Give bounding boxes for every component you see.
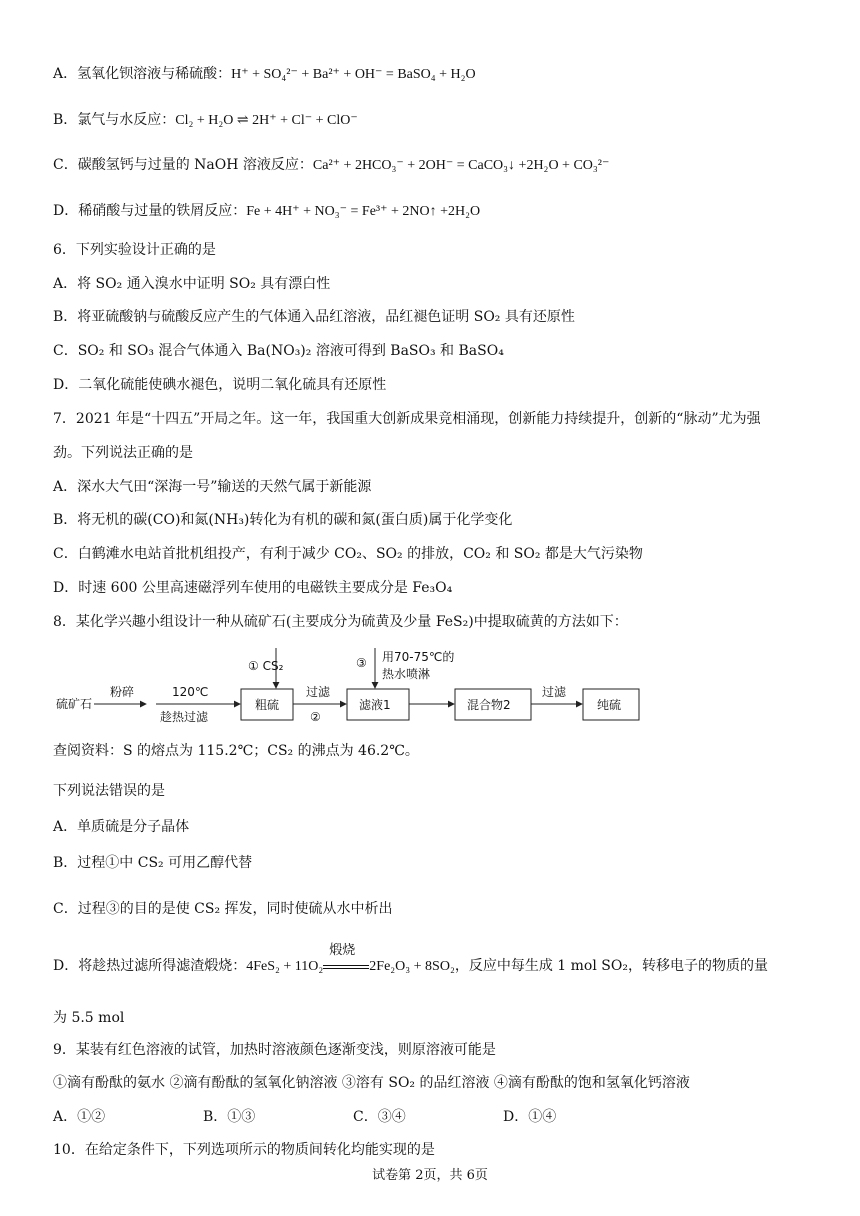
q8-option-b: B．过程①中 CS₂ 可用乙醇代替 xyxy=(53,855,253,871)
q8-option-c: C．过程③的目的是使 CS₂ 挥发，同时使硫从水中析出 xyxy=(53,901,393,917)
page-footer: 试卷第 2页，共 6页 xyxy=(372,1168,488,1183)
q7-option-a: A．深水大气田“深海一号”输送的天然气属于新能源 xyxy=(53,479,372,495)
q8-option-a: A．单质硫是分子晶体 xyxy=(53,819,190,835)
q5-option-b-label: B．氯气与水反应： xyxy=(53,112,176,128)
q5-option-c-label: C．碳酸氢钙与过量的 NaOH 溶液反应： xyxy=(53,157,313,173)
q8-option-d xyxy=(53,943,768,977)
q7-option-c: C．白鹤滩水电站首批机组投产，有利于减少 CO₂、SO₂ 的排放，CO₂ 和 SO₂ 都是大气污染物 xyxy=(53,546,643,562)
q6-option-d: D．二氧化硫能使碘水褪色，说明二氧化硫具有还原性 xyxy=(53,377,387,393)
q8-option-d-cont: 为 5.5 mol xyxy=(53,1010,125,1026)
q7-stem-line2: 劲。下列说法正确的是 xyxy=(53,445,193,461)
flow-input3-line1: 用70-75℃的 xyxy=(382,650,455,664)
q9-option-c: C．③④ xyxy=(353,1109,406,1125)
flow-step2-bottom: 趁热过滤 xyxy=(160,710,209,724)
flow-start-label: 硫矿石 xyxy=(56,697,93,711)
flow-box1-label: 粗硫 xyxy=(255,698,280,712)
flow-box4-label: 纯硫 xyxy=(597,698,622,712)
q5-option-a-equation: H⁺ + SO₄²⁻ + Ba²⁺ + OH⁻ = BaSO₄ + H₂O xyxy=(231,67,476,82)
q10-stem: 10．在给定条件下，下列选项所示的物质间转化均能实现的是 xyxy=(53,1142,435,1158)
flow-box3-label: 混合物2 xyxy=(467,698,511,712)
q8-option-d-condition-arrow xyxy=(323,943,369,969)
q7-stem-line1: 7．2021 年是“十四五”开局之年。这一年，我国重大创新成果竞相涌现，创新能力持续提升，创新的“脉动”尤为强 xyxy=(53,411,761,427)
q8-ask: 下列说法错误的是 xyxy=(53,783,165,799)
q6-option-c: C．SO₂ 和 SO₃ 混合气体通入 Ba(NO₃)₂ 溶液可得到 BaSO₃ 和 BaSO₄ xyxy=(53,343,504,359)
q8-flow-diagram xyxy=(48,642,668,732)
q8-option-d-double-line xyxy=(323,965,369,969)
q7-option-b: B．将无机的碳(CO)和氮(NH₃)转化为有机的碳和氮(蛋白质)属于化学变化 xyxy=(53,512,513,528)
q5-option-d xyxy=(53,201,480,222)
q8-option-d-eq-left: 4FeS₂ + 11O₂ xyxy=(246,959,324,974)
q6-option-b: B．将亚硫酸钠与硫酸反应产生的气体通入品红溶液，品红褪色证明 SO₂ 具有还原性 xyxy=(53,309,575,325)
q5-option-d-equation: Fe + 4H⁺ + NO₃⁻ = Fe³⁺ + 2NO↑ +2H₂O xyxy=(246,204,481,219)
q9-option-d: D．①④ xyxy=(503,1109,557,1125)
q8-option-d-pre: D．将趁热过滤所得滤渣煅烧： xyxy=(53,958,247,974)
q7-option-d: D．时速 600 公里高速磁浮列车使用的电磁铁主要成分是 Fe₃O₄ xyxy=(53,580,453,596)
flow-step4-top: 过滤 xyxy=(542,685,567,699)
flow-step2-top: 120℃ xyxy=(172,685,209,699)
q8-option-d-post: ，反应中每生成 1 mol SO₂，转移电子的物质的量 xyxy=(454,958,768,974)
q9-stem: 9．某装有红色溶液的试管，加热时溶液颜色逐渐变浅，则原溶液可能是 xyxy=(53,1042,496,1058)
q5-option-d-label: D．稀硝酸与过量的铁屑反应： xyxy=(53,203,247,219)
q9-option-a: A．①② xyxy=(53,1109,106,1125)
q8-option-d-condition: 煅烧 xyxy=(329,943,356,958)
q5-option-a-label: A．氢氧化钡溶液与稀硫酸： xyxy=(53,66,232,82)
flow-step3-bottom: ② xyxy=(310,710,321,724)
flow-input1-label: ① CS₂ xyxy=(248,659,284,673)
q5-option-c xyxy=(53,155,609,176)
flow-input3-line2: 热水喷淋 xyxy=(382,667,431,681)
q8-option-d-eq-right: 2Fe₂O₃ + 8SO₂ xyxy=(369,959,455,974)
flow-step3-top: 过滤 xyxy=(306,685,331,699)
q5-option-b xyxy=(53,110,358,131)
q9-option-b: B．①③ xyxy=(203,1109,256,1125)
q5-option-c-equation: Ca²⁺ + 2HCO₃⁻ + 2OH⁻ = CaCO₃↓ +2H₂O + CO₃²⁻ xyxy=(312,158,610,173)
flow-step1-top: 粉碎 xyxy=(110,685,135,699)
flow-box2-label: 滤液1 xyxy=(359,698,391,712)
q8-info: 查阅资料：S 的熔点为 115.2℃；CS₂ 的沸点为 46.2℃。 xyxy=(53,743,419,759)
q5-option-a xyxy=(53,64,476,85)
q9-items: ①滴有酚酞的氨水 ②滴有酚酞的氢氧化钠溶液 ③溶有 SO₂ 的品红溶液 ④滴有酚酞的饱和氢氧化钙溶液 xyxy=(53,1075,690,1091)
q6-stem: 6．下列实验设计正确的是 xyxy=(53,242,216,258)
q8-stem: 8．某化学兴趣小组设计一种从硫矿石(主要成分为硫黄及少量 FeS₂)中提取硫黄的方法如下： xyxy=(53,614,628,630)
q6-option-a: A．将 SO₂ 通入溴水中证明 SO₂ 具有漂白性 xyxy=(53,276,331,292)
flow-input3-num: ③ xyxy=(356,656,367,670)
q5-option-b-equation: Cl₂ + H₂O ⇌ 2H⁺ + Cl⁻ + ClO⁻ xyxy=(175,113,358,128)
